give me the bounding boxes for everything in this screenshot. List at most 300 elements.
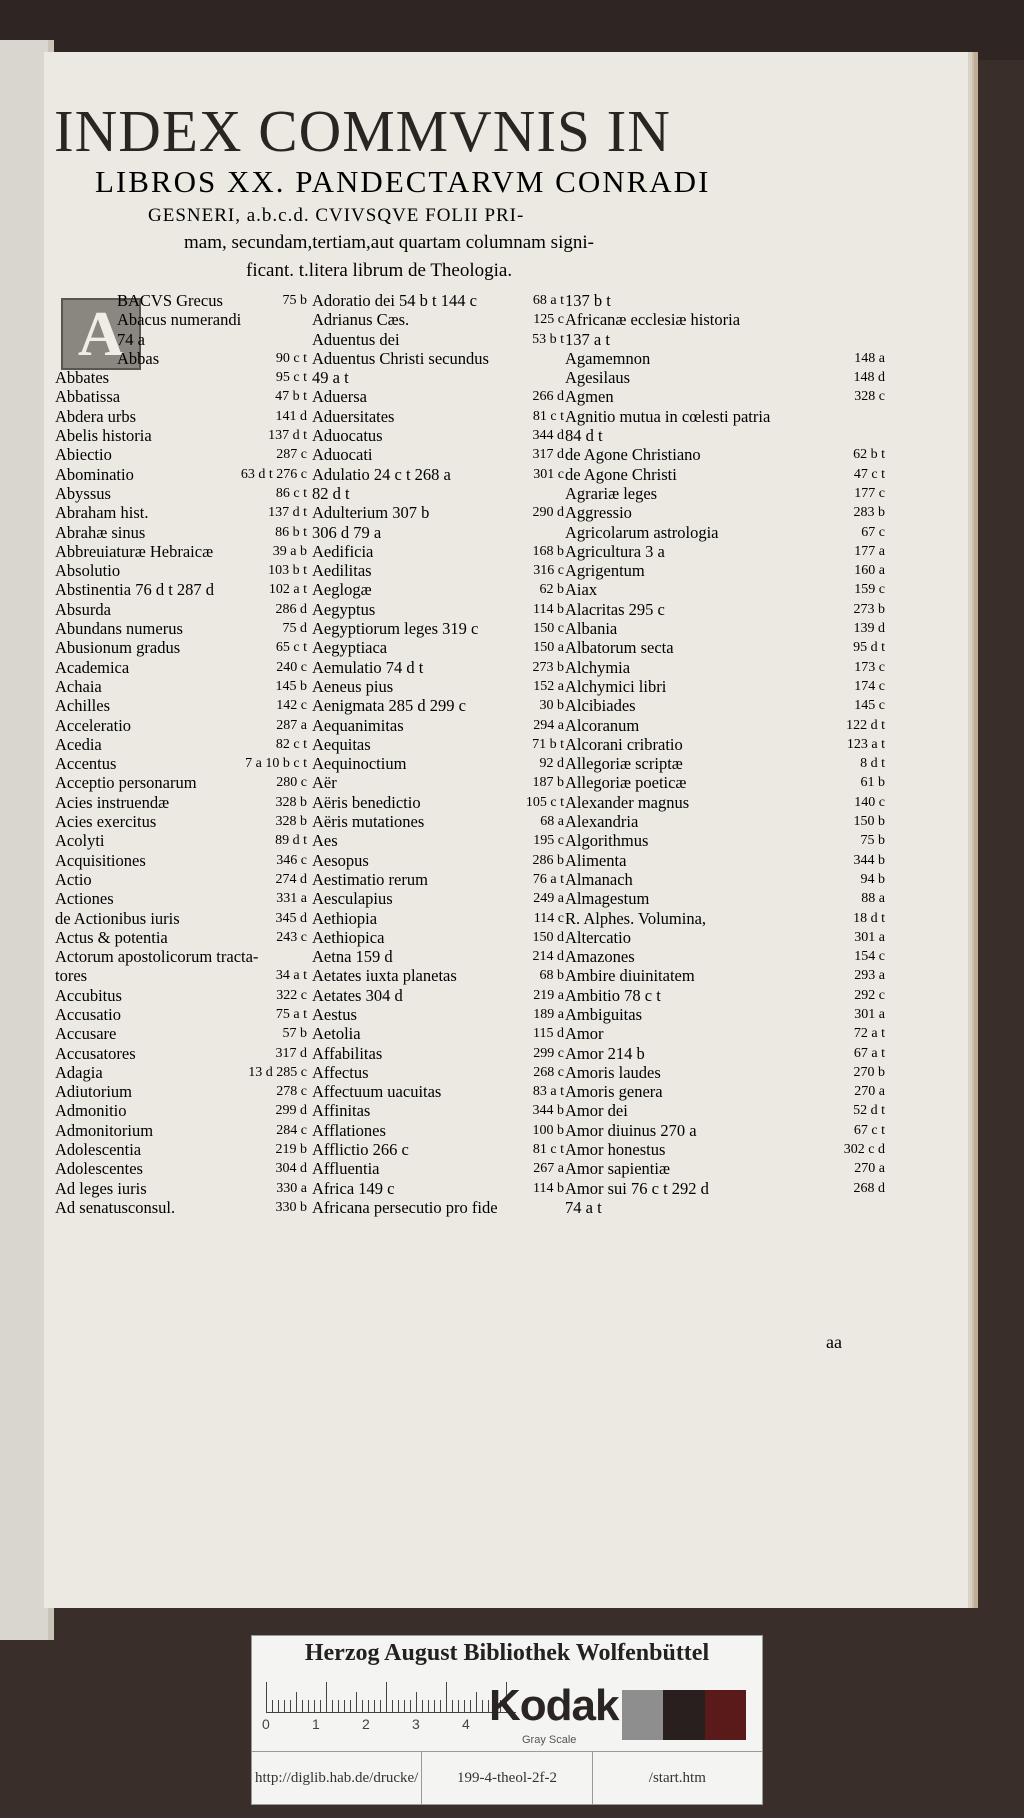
index-entry	[312, 368, 564, 387]
index-entry	[55, 426, 307, 445]
scale-tick	[464, 1700, 465, 1712]
entry-reference: 94 b	[860, 871, 885, 887]
index-entry	[55, 1159, 307, 1178]
entry-term: Abusionum gradus	[55, 638, 181, 658]
entry-reference: 90 c t	[275, 350, 307, 366]
scale-tick	[296, 1692, 297, 1712]
entry-term: Amor honestus	[565, 1140, 666, 1160]
entry-term: Aduersitates	[312, 406, 395, 426]
entry-term: Abominatio	[55, 464, 134, 484]
entry-term: Amor diuinus 270 a	[565, 1120, 697, 1140]
entry-term: Aesopus	[312, 850, 369, 870]
scale-tick	[356, 1692, 357, 1712]
index-entry	[312, 465, 564, 484]
index-entry	[565, 658, 885, 677]
entry-reference: 273 b	[853, 601, 885, 617]
index-entry	[312, 349, 564, 368]
index-entry	[565, 1101, 885, 1120]
index-entry	[565, 812, 885, 831]
index-entry	[312, 909, 564, 928]
index-entry	[565, 1024, 885, 1043]
index-entry	[565, 1063, 885, 1082]
scale-tick	[458, 1700, 459, 1712]
scale-tick	[470, 1700, 471, 1712]
index-entry	[55, 947, 307, 966]
entry-reference: 67 a t	[853, 1045, 885, 1061]
entry-reference: 57 b	[282, 1026, 307, 1042]
decorated-initial: A	[61, 298, 141, 370]
entry-reference: 75 b	[860, 833, 885, 849]
entry-reference: 140 c	[854, 794, 885, 810]
entry-reference: 62 b	[539, 582, 564, 598]
entry-term: Agnitio mutua in cœlesti patria	[565, 406, 771, 426]
index-entry	[55, 677, 307, 696]
index-entry	[55, 696, 307, 715]
entry-term: Alcorani cribratio	[565, 734, 683, 754]
index-entry	[312, 1063, 564, 1082]
entry-term: Admonitio	[55, 1101, 127, 1121]
entry-term: Alcoranum	[565, 715, 640, 735]
scale-tick	[308, 1700, 309, 1712]
index-entry	[312, 696, 564, 715]
index-entry	[565, 445, 885, 464]
entry-term: Afflictio 266 c	[312, 1140, 409, 1160]
entry-reference: 345 d	[275, 910, 307, 926]
entry-reference: 68 a t	[532, 293, 564, 308]
page-subtitle-line2: GESNERI, a.b.c.d. CVIVSQVE FOLII PRI-	[148, 205, 525, 226]
index-entry	[312, 638, 564, 657]
page-subtitle: LIBROS XX. PANDECTARVM CONRADI	[95, 164, 711, 199]
entry-reference: 47 c t	[853, 466, 885, 482]
entry-term: tores	[55, 966, 88, 986]
entry-term: Aduentus dei	[312, 329, 400, 349]
index-entry	[55, 387, 307, 406]
entry-reference: 168 b	[532, 543, 564, 559]
index-entry	[565, 928, 885, 947]
entry-term: 306 d 79 a	[312, 522, 382, 542]
scale-tick	[482, 1700, 483, 1712]
index-entry	[312, 600, 564, 619]
entry-reference: 330 a	[276, 1180, 307, 1196]
entry-reference: 330 b	[275, 1199, 307, 1215]
entry-term: Abbates	[55, 368, 110, 388]
scale-tick	[392, 1700, 393, 1712]
entry-term: Aëris benedictio	[312, 792, 421, 812]
index-entry	[55, 407, 307, 426]
entry-term: Aegyptus	[312, 599, 376, 619]
scale-tick	[332, 1700, 333, 1712]
entry-reference: 67 c	[861, 524, 885, 540]
index-entry	[565, 947, 885, 966]
entry-reference: 278 c	[276, 1084, 307, 1100]
entry-reference: 62 b t	[853, 447, 885, 463]
gray-patch	[622, 1690, 663, 1740]
index-entry	[565, 851, 885, 870]
entry-reference: 145 b	[275, 678, 307, 694]
entry-term: Amor 214 b	[565, 1043, 645, 1063]
index-entry	[55, 465, 307, 484]
index-entry	[312, 793, 564, 812]
entry-term: Aes	[312, 831, 338, 851]
entry-reference: 75 a t	[275, 1006, 307, 1022]
entry-reference: 293 a	[854, 968, 885, 984]
index-entry	[55, 966, 307, 985]
url-mid[interactable]: 199-4-theol-2f-2	[421, 1752, 591, 1804]
index-column-1	[55, 291, 307, 1217]
entry-term: Aër	[312, 773, 337, 793]
index-entry	[312, 966, 564, 985]
entry-term: Almagestum	[565, 889, 650, 909]
index-entry	[55, 754, 307, 773]
index-entry	[55, 542, 307, 561]
entry-reference: 214 d	[532, 949, 564, 965]
entry-reference: 219 b	[275, 1142, 307, 1158]
index-entry	[55, 619, 307, 638]
entry-reference: 292 c	[854, 987, 885, 1003]
entry-term: Affectuum uacuitas	[312, 1082, 442, 1102]
index-entry	[55, 1121, 307, 1140]
entry-term: Afflationes	[312, 1120, 386, 1140]
entry-term: 84 d t	[565, 426, 603, 446]
entry-term: 137 a t	[565, 329, 610, 349]
entry-reference: 123 a t	[846, 736, 885, 752]
index-entry	[55, 580, 307, 599]
entry-term: de Agone Christiano	[565, 445, 701, 465]
index-entry	[565, 619, 885, 638]
entry-reference: 81 c t	[532, 408, 564, 424]
entry-term: Abraham hist.	[55, 503, 149, 523]
entry-reference: 47 b t	[275, 389, 307, 405]
index-entry	[312, 310, 564, 329]
index-entry	[565, 1159, 885, 1178]
entry-term: Agricultura 3 a	[565, 541, 665, 561]
scale-tick	[434, 1700, 435, 1712]
scale-tick	[416, 1692, 417, 1712]
entry-term: Aenigmata 285 d 299 c	[312, 696, 466, 716]
index-entry	[565, 735, 885, 754]
url-right[interactable]: /start.htm	[592, 1752, 762, 1804]
index-entry	[565, 349, 885, 368]
index-entry	[55, 1101, 307, 1120]
index-entry	[55, 638, 307, 657]
index-entry	[55, 793, 307, 812]
entry-reference: 328 b	[275, 794, 307, 810]
entry-reference: 302 c d	[843, 1142, 885, 1158]
scale-tick	[368, 1700, 369, 1712]
scan-background	[0, 0, 1024, 60]
entry-term: Ambire diuinitatem	[565, 966, 695, 986]
entry-term: Aduocati	[312, 445, 373, 465]
entry-term: Adoratio dei 54 b t 144 c	[312, 291, 477, 310]
index-entry	[565, 754, 885, 773]
entry-term: Agamemnon	[565, 348, 651, 368]
signature-mark: aa	[826, 1332, 842, 1352]
entry-reference: 141 d	[275, 408, 307, 424]
index-entry	[312, 831, 564, 850]
entry-term: Abbas	[117, 348, 160, 368]
index-entry	[565, 580, 885, 599]
index-entry	[565, 426, 885, 445]
entry-reference: 88 a	[861, 891, 885, 907]
index-entry	[312, 677, 564, 696]
index-entry	[55, 484, 307, 503]
entry-reference: 219 a	[533, 987, 564, 1003]
entry-reference: 317 d	[275, 1045, 307, 1061]
entry-term: 82 d t	[312, 483, 350, 503]
entry-term: Aegyptiorum leges 319 c	[312, 619, 479, 639]
entry-term: Absolutio	[55, 561, 121, 581]
gray-scale-label: Gray Scale	[522, 1734, 577, 1746]
entry-term: Aetates 304 d	[312, 985, 403, 1005]
index-entry	[565, 503, 885, 522]
entry-reference: 290 d	[532, 505, 564, 521]
scale-tick	[338, 1700, 339, 1712]
entry-reference: 125 c	[533, 312, 564, 328]
scale-tick	[410, 1700, 411, 1712]
entry-reference: 18 d t	[853, 910, 885, 926]
entry-term: Aiax	[565, 580, 598, 600]
scale-tick	[452, 1700, 453, 1712]
entry-term: Ambiguitas	[565, 1004, 642, 1024]
entry-term: Aetates iuxta planetas	[312, 966, 457, 986]
index-entry	[312, 716, 564, 735]
entry-term: Accubitus	[55, 985, 122, 1005]
index-entry	[55, 1063, 307, 1082]
entry-reference: 274 d	[275, 871, 307, 887]
index-entry	[312, 889, 564, 908]
entry-reference: 75 b	[282, 293, 307, 308]
entry-reference: 100 b	[532, 1122, 564, 1138]
index-entry	[55, 1198, 307, 1217]
index-entry	[312, 1198, 564, 1217]
scale-tick	[428, 1700, 429, 1712]
scale-number: 0	[262, 1716, 270, 1732]
entry-reference: 95 c t	[275, 370, 307, 386]
entry-term: Abbreuiaturæ Hebraicæ	[55, 541, 214, 561]
entry-term: Allegoriæ poeticæ	[565, 773, 687, 793]
index-entry	[55, 445, 307, 464]
entry-term: de Agone Christi	[565, 464, 677, 484]
entry-reference: 267 a	[533, 1161, 564, 1177]
entry-reference: 270 a	[854, 1161, 885, 1177]
entry-reference: 177 c	[854, 485, 885, 501]
entry-term: Ambitio 78 c t	[565, 985, 661, 1005]
entry-term: 49 a t	[312, 368, 349, 388]
entry-reference: 95 d t	[853, 640, 885, 656]
entry-reference: 61 b	[860, 775, 885, 791]
index-entry	[55, 523, 307, 542]
index-entry	[312, 1024, 564, 1043]
index-entry	[55, 310, 307, 329]
entry-term: Aëris mutationes	[312, 812, 425, 832]
entry-reference: 286 b	[532, 852, 564, 868]
index-entry	[565, 638, 885, 657]
target-footer	[252, 1751, 762, 1804]
entry-reference: 270 a	[854, 1084, 885, 1100]
entry-reference: 243 c	[276, 929, 307, 945]
entry-term: Amoris genera	[565, 1082, 663, 1102]
entry-reference: 114 b	[533, 1180, 564, 1196]
entry-term: 137 b t	[565, 291, 611, 310]
index-entry	[565, 773, 885, 792]
index-entry	[55, 349, 307, 368]
entry-term: Agricolarum astrologia	[565, 522, 719, 542]
index-entry	[565, 291, 885, 310]
entry-reference: 150 a	[533, 640, 564, 656]
index-entry	[312, 754, 564, 773]
entry-reference: 139 d	[853, 621, 885, 637]
entry-term: Adrianus Cæs.	[312, 310, 410, 330]
index-entry	[312, 1005, 564, 1024]
page-subtitle-line4: ficant. t.litera librum de Theologia.	[246, 260, 513, 281]
index-entry	[565, 310, 885, 329]
entry-reference: 268 c	[533, 1064, 564, 1080]
index-entry	[565, 1082, 885, 1101]
scale-numbers	[262, 1716, 512, 1736]
entry-term: Actio	[55, 869, 92, 889]
entry-term: Africa 149 c	[312, 1178, 395, 1198]
entry-reference: 270 b	[853, 1064, 885, 1080]
entry-term: R. Alphes. Volumina,	[565, 908, 707, 928]
entry-term: Affectus	[312, 1062, 369, 1082]
index-entry	[565, 330, 885, 349]
entry-term: Aethiopica	[312, 927, 385, 947]
entry-reference: 39 a b	[272, 543, 307, 559]
scale-tick	[350, 1700, 351, 1712]
entry-term: Abiectio	[55, 445, 112, 465]
entry-reference: 187 b	[532, 775, 564, 791]
entry-term: Adiutorium	[55, 1082, 132, 1102]
index-entry	[55, 889, 307, 908]
entry-reference: 173 c	[854, 659, 885, 675]
scale-tick	[266, 1682, 267, 1712]
index-entry	[312, 947, 564, 966]
entry-reference: 63 d t 276 c	[240, 466, 307, 482]
entry-term: Alimenta	[565, 850, 627, 870]
color-target-card	[251, 1635, 763, 1805]
entry-term: Affluentia	[312, 1159, 380, 1179]
index-entry	[565, 716, 885, 735]
entry-reference: 287 a	[276, 717, 307, 733]
entry-reference: 89 d t	[275, 833, 307, 849]
entry-reference: 160 a	[854, 563, 885, 579]
entry-reference: 280 c	[276, 775, 307, 791]
entry-reference: 346 c	[276, 852, 307, 868]
entry-term: Accusare	[55, 1024, 117, 1044]
entry-term: Africana persecutio pro fide	[312, 1197, 498, 1217]
scale-tick	[290, 1700, 291, 1712]
scale-ruler	[266, 1680, 516, 1713]
scale-tick	[326, 1682, 327, 1712]
entry-reference: 81 c t	[532, 1142, 564, 1158]
entry-term: Alexandria	[565, 812, 639, 832]
index-entry	[55, 291, 307, 310]
entry-term: Adolescentes	[55, 1159, 143, 1179]
entry-reference: 103 b t	[268, 563, 307, 579]
index-entry	[565, 986, 885, 1005]
entry-term: Aduocatus	[312, 426, 383, 446]
index-entry	[565, 831, 885, 850]
entry-reference: 86 b t	[275, 524, 307, 540]
entry-term: Acolyti	[55, 831, 105, 851]
entry-term: Abyssus	[55, 483, 111, 503]
entry-reference: 67 c t	[853, 1122, 885, 1138]
entry-term: Amor	[565, 1024, 604, 1044]
index-entry	[565, 484, 885, 503]
entry-term: Ad senatusconsul.	[55, 1197, 176, 1217]
scale-tick	[302, 1700, 303, 1712]
entry-term: Abdera urbs	[55, 406, 137, 426]
entry-reference: 150 b	[853, 814, 885, 830]
entry-term: Ad leges iuris	[55, 1178, 147, 1198]
entry-term: Adulterium 307 b	[312, 503, 430, 523]
index-entry	[55, 330, 307, 349]
index-entry	[55, 1024, 307, 1043]
entry-term: Abelis historia	[55, 426, 152, 446]
index-entry	[565, 407, 885, 426]
index-entry	[55, 986, 307, 1005]
entry-reference: 92 d	[539, 756, 564, 772]
index-entry	[565, 1179, 885, 1198]
entry-reference: 102 a t	[268, 582, 307, 598]
entry-reference: 72 a t	[853, 1026, 885, 1042]
entry-reference: 142 c	[276, 698, 307, 714]
scale-tick	[284, 1700, 285, 1712]
entry-reference: 287 c	[276, 447, 307, 463]
scale-number: 1	[312, 1716, 320, 1732]
entry-term: Aethiopia	[312, 908, 378, 928]
entry-term: Acceleratio	[55, 715, 132, 735]
index-entry	[312, 1179, 564, 1198]
entry-term: Aeglogæ	[312, 580, 372, 600]
entry-term: Abrahæ sinus	[55, 522, 146, 542]
entry-term: Amor sui 76 c t 292 d	[565, 1178, 709, 1198]
entry-term: Actus & potentia	[55, 927, 168, 947]
entry-term: Aestus	[312, 1004, 357, 1024]
index-entry	[312, 870, 564, 889]
index-entry	[312, 484, 564, 503]
index-entry	[312, 735, 564, 754]
entry-term: Amoris laudes	[565, 1062, 661, 1082]
entry-term: Agesilaus	[565, 368, 631, 388]
index-entry	[312, 407, 564, 426]
entry-reference: 150 d	[532, 929, 564, 945]
entry-reference: 344 b	[853, 852, 885, 868]
entry-reference: 301 a	[854, 929, 885, 945]
scale-tick	[476, 1692, 477, 1712]
entry-term: Almanach	[565, 869, 633, 889]
entry-term: Agmen	[565, 387, 614, 407]
scale-tick	[272, 1700, 273, 1712]
url-left[interactable]: http://diglib.hab.de/drucke/	[255, 1769, 419, 1786]
index-entry	[312, 1044, 564, 1063]
entry-reference: 304 d	[275, 1161, 307, 1177]
entry-term: Adolescentia	[55, 1140, 142, 1160]
index-entry	[565, 1140, 885, 1159]
entry-term: Adulatio 24 c t 268 a	[312, 464, 451, 484]
index-entry	[312, 928, 564, 947]
entry-reference: 71 b t	[532, 736, 564, 752]
entry-reference: 284 c	[276, 1122, 307, 1138]
scale-tick	[374, 1700, 375, 1712]
scale-tick	[344, 1700, 345, 1712]
entry-term: Amor dei	[565, 1101, 628, 1121]
entry-term: Affinitas	[312, 1101, 371, 1121]
index-entry	[565, 465, 885, 484]
entry-reference: 145 c	[854, 698, 885, 714]
index-entry	[312, 986, 564, 1005]
entry-term: Aemulatio 74 d t	[312, 657, 424, 677]
